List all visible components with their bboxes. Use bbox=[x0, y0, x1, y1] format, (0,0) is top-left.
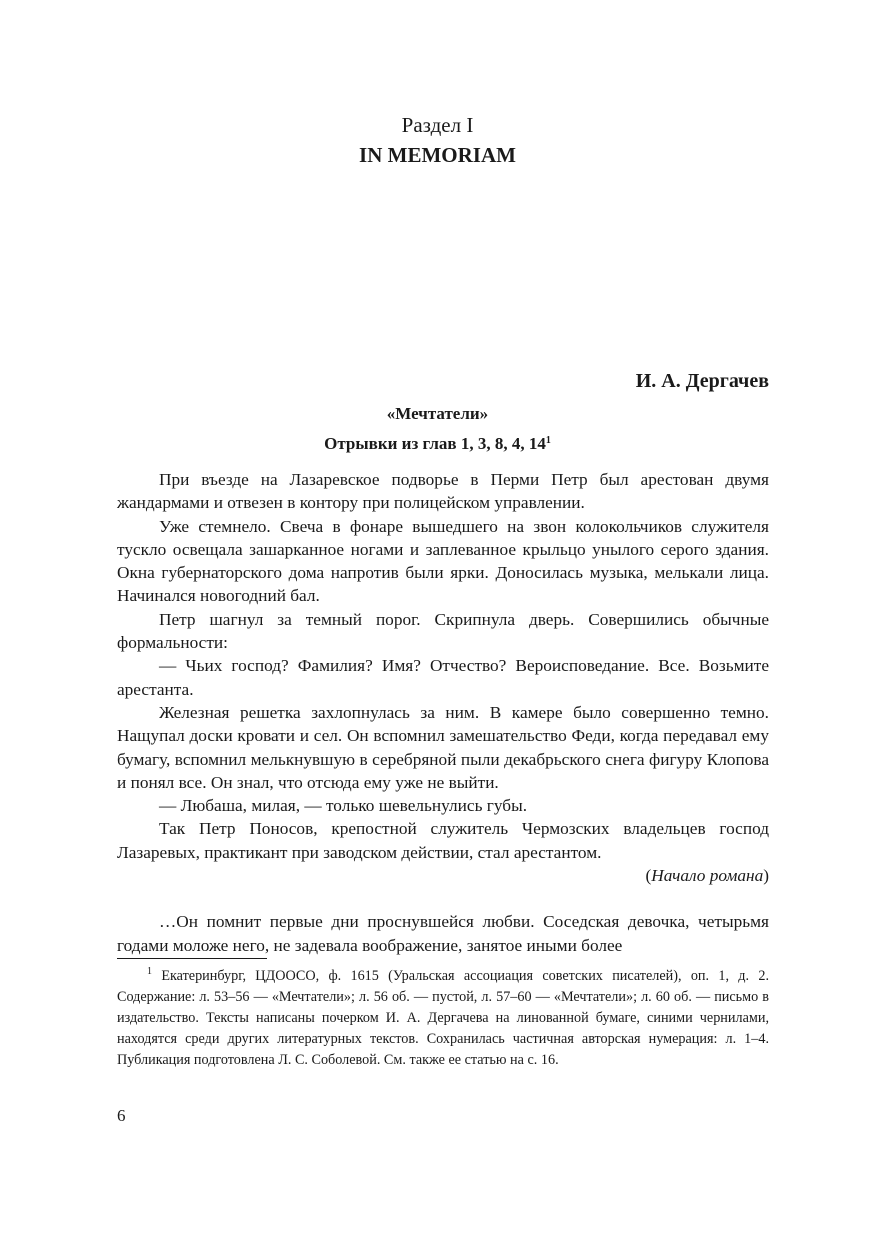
paragraph: При въезде на Лазаревское подворье в Перми Петр был арестован двумя жандармами и отвезен в контору при полицейском управлении. bbox=[117, 470, 769, 513]
continuation-paragraph: …Он помнит первые дни проснувшейся любви. Соседская девочка, четырьмя годами моложе него, не задевала воображение, занятое иными более bbox=[117, 912, 769, 955]
source-note: (Начало романа) bbox=[645, 866, 769, 886]
main-text bbox=[117, 468, 769, 957]
author-name: И. А. Дергачев bbox=[635, 370, 769, 392]
footnote-text: Екатеринбург, ЦДООСО, ф. 1615 (Уральская ассоциация советских писателей), оп. 1, д. 2. Содержание: л. 53–56 — «Мечтатели»; л. 56 об. — пустой, л. 57–60 — «Мечтатели»; л. 60 об. — письмо в издательство. Тексты написаны почерком И. А. Дергачева на линованной бумаге, синими чернилами, находятся среди других литературных текстов. Сохранилась частичная авторская нумерация: л. 1–4. Публикация подготовлена Л. С. Соболевой. См. также ее статью на с. 16. bbox=[117, 968, 770, 1068]
paragraph: Уже стемнело. Свеча в фонаре вышедшего на звон колокольчиков служителя тускло освещала зашарканное ногами и заплеванное крыльцо унылого серого здания. Окна губернаторского дома напротив были ярки. Доносилась музыка, мелькали лица. Начинался новогодний бал. bbox=[117, 516, 769, 606]
work-subtitle bbox=[0, 434, 875, 454]
paragraph: — Любаша, милая, — только шевельнулись губы. bbox=[159, 796, 528, 816]
subtitle-text: Отрывки из глав 1, 3, 8, 4, 14 bbox=[324, 434, 546, 453]
footnote bbox=[117, 966, 769, 1071]
work-title: «Мечтатели» bbox=[386, 404, 489, 423]
page-number: 6 bbox=[117, 1106, 126, 1125]
section-label: Раздел I bbox=[401, 113, 474, 137]
footnote-separator bbox=[117, 958, 267, 959]
footnote-mark: 1 bbox=[147, 966, 152, 977]
section-title: IN MEMORIAM bbox=[359, 143, 516, 167]
paragraph: Так Петр Поносов, крепостной служитель Чермозских владельцев господ Лазаревых, практикант при заводском действии, стал арестантом. bbox=[117, 819, 769, 862]
footnote-reference[interactable]: 1 bbox=[545, 435, 551, 446]
source-note-text: Начало романа bbox=[651, 866, 764, 886]
paragraph: Железная решетка захлопнулась за ним. В камере было совершенно темно. Нащупал доски кровати и сел. Он вспомнил замешательство Феди, когда передавал ему бумагу, вспомнил мелькнувшую в серебряной пыли декабрьского снега фигуру Клопова и понял все. Он знал, что отсюда ему уже не выйти. bbox=[117, 702, 769, 792]
paragraph: — Чьих господ? Фамилия? Имя? Отчество? Вероисповедание. Все. Возьмите арестанта. bbox=[117, 656, 769, 699]
paragraph: Петр шагнул за темный порог. Скрипнула дверь. Совершились обычные формальности: bbox=[117, 609, 769, 653]
